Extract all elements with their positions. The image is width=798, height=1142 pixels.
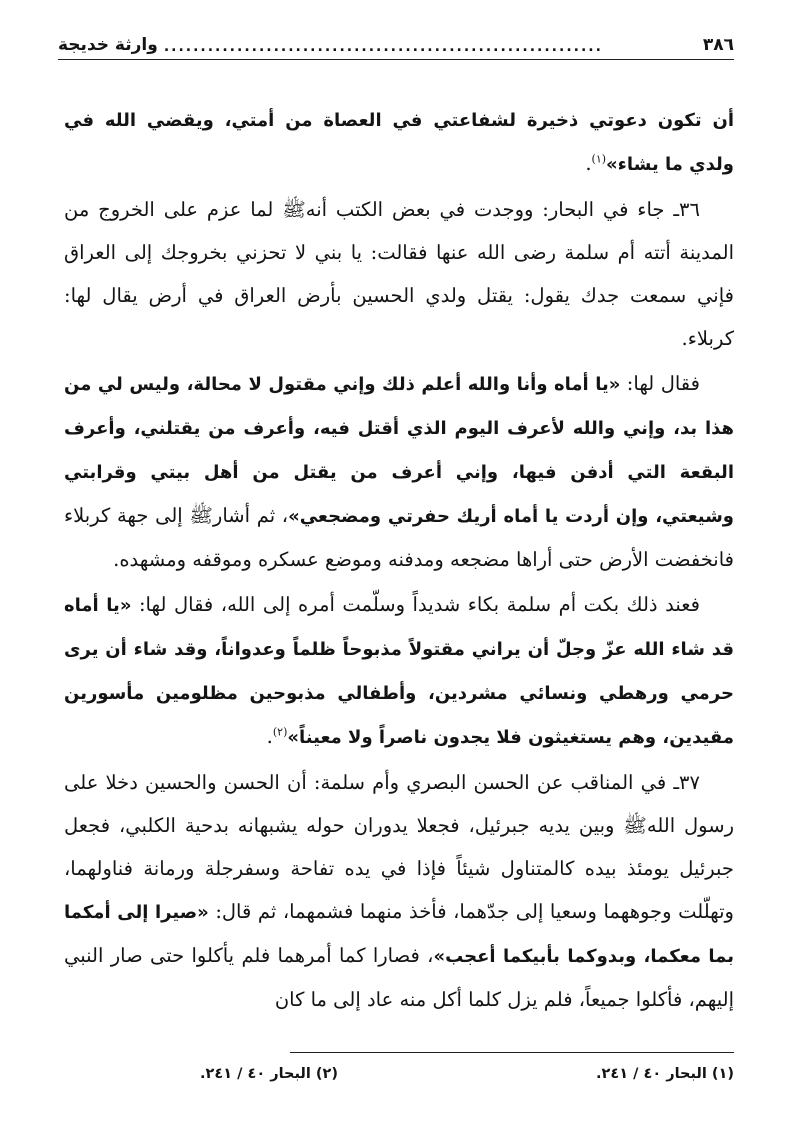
page-number: ٣٨٦	[702, 35, 734, 55]
paragraph-4: فعند ذلك بكت أم سلمة بكاء شديداً وسلّمت أمره إلى الله، فقال لها: «يا أماه قد شاء الله عزّ وجلّ أن يراني مقتولاً مذبوحاً ظلماً وعدواناً، وقد شاء أن يرى حرمي ورهطي ونسائي مشردين، وأطفالي مذبوحين مظلومين مأسورين مقيدين، وهم يستغيثون فلا يجدون ناصراً ولا معيناً»$^{(٢)}$.	[64, 593, 734, 748]
running-header	[58, 30, 734, 60]
paragraph-2	[64, 188, 734, 360]
leader-dots: ............................................................	[163, 39, 603, 55]
quote-text: «يا أماه قد شاء الله عزّ وجلّ أن يراني مقتولاً مذبوحاً ظلماً وعدواناً، وقد شاء أن يرى حرمي ورهطي ونسائي مشردين، وأطفالي مذبوحين مظلومين مأسورين مقيدين، وهم يستغيثون فلا يجدون ناصراً ولا معيناً»	[64, 595, 734, 748]
narration-text: ٣٦ـ جاء في البحار: ووجدت في بعض الكتب أنهﷺ لما عزم على الخروج من المدينة أتته أم سلمة رضى الله عنها فقالت: يا بني لا تحزني بخروجك إلى العراق فإني سمعت جدك يقول: يقتل ولدي الحسين بأرض العراق في أرض يقال لها: كربلاء.	[64, 198, 734, 350]
quote-text: «صيرا إلى أمكما بما معكما، وبدوكما بأبيكما أعجب»	[64, 902, 734, 967]
page-body	[64, 98, 734, 1023]
footnotes	[200, 1066, 734, 1082]
book-title: وارثة خديجة	[58, 35, 158, 55]
footnote-divider	[290, 1052, 734, 1053]
paragraph-3: فقال لها: «يا أماه وأنا والله أعلم ذلك وإني مقتول لا محالة، وليس لي من هذا بد، وإني والله لأعرف اليوم الذي أقتل فيه، وأعرف من يقتلني، وأعرف البقعة التي أدفن فيها، وإني أعرف من يقتل من أهل بيتي وقرابتي وشيعتي، وإن أردت يا أماه أريك حفرتي ومضجعي»، ثم أشارﷺ إلى جهة كربلاء فانخفضت الأرض حتى أراها مضجعه ومدفنه وموضع عسكره وموقفه ومشهده.	[64, 372, 734, 571]
quote-text: أن تكون دعوتي ذخيرة لشفاعتي في العصاة من أمتي، ويقضي الله في ولدي ما يشاء»	[64, 110, 734, 175]
paragraph-1: أن تكون دعوتي ذخيرة لشفاعتي في العصاة من أمتي، ويقضي الله في ولدي ما يشاء»$^{(١)}$.	[64, 110, 734, 175]
paragraph-5: ٣٧ـ في المناقب عن الحسن البصري وأم سلمة: أن الحسن والحسين دخلا على رسول اللهﷺ وبين يديه جبرئيل، فجعلا يدوران حوله يشبهانه بدحية الكلبي، فجعل جبرئيل يومئذ بيده كالمتناول شيئاً فإذا في يده تفاحة وسفرجلة ورمانة فناولهما، وتهلّلت وجوههما وسعيا إلى جدّهما، فأخذ منهما فشمهما، ثم قال: «صيرا إلى أمكما بما معكما، وبدوكما بأبيكما أعجب»، فصارا كما أمرهما فلم يأكلوا حتى صار النبي إليهم، فأكلوا جميعاً، فلم يزل كلما أكل منه عاد إلى ما كان	[64, 771, 734, 1011]
footnote-ref-1: (١)	[591, 152, 607, 166]
narration-text: ٣٧ـ في المناقب عن الحسن البصري وأم سلمة: أن الحسن والحسين دخلا على رسول اللهﷺ وبين يديه جبرئيل، فجعلا يدوران حوله يشبهانه بدحية الكلبي، فجعل جبرئيل يومئذ بيده كالمتناول شيئاً فإذا في يده تفاحة وسفرجلة ورمانة فناولهما، وتهلّلت وجوههما وسعيا إلى جدّهما، فأخذ منهما فشمهما، ثم قال:	[64, 771, 734, 923]
footnote-1: (١) البحار ٤٠ / ٢٤١.	[596, 1066, 734, 1082]
footnote-ref-2: (٢)	[272, 725, 288, 739]
quote-text: «يا أماه وأنا والله أعلم ذلك وإني مقتول لا محالة، وليس لي من هذا بد، وإني والله لأعرف اليوم الذي أقتل فيه، وأعرف من يقتلني، وأعرف البقعة التي أدفن فيها، وإني أعرف من يقتل من أهل بيتي وقرابتي وشيعتي، وإن أردت يا أماه أريك حفرتي ومضجعي»	[64, 374, 734, 527]
footnote-2: (٢) البحار ٤٠ / ٢٤١.	[200, 1066, 338, 1082]
